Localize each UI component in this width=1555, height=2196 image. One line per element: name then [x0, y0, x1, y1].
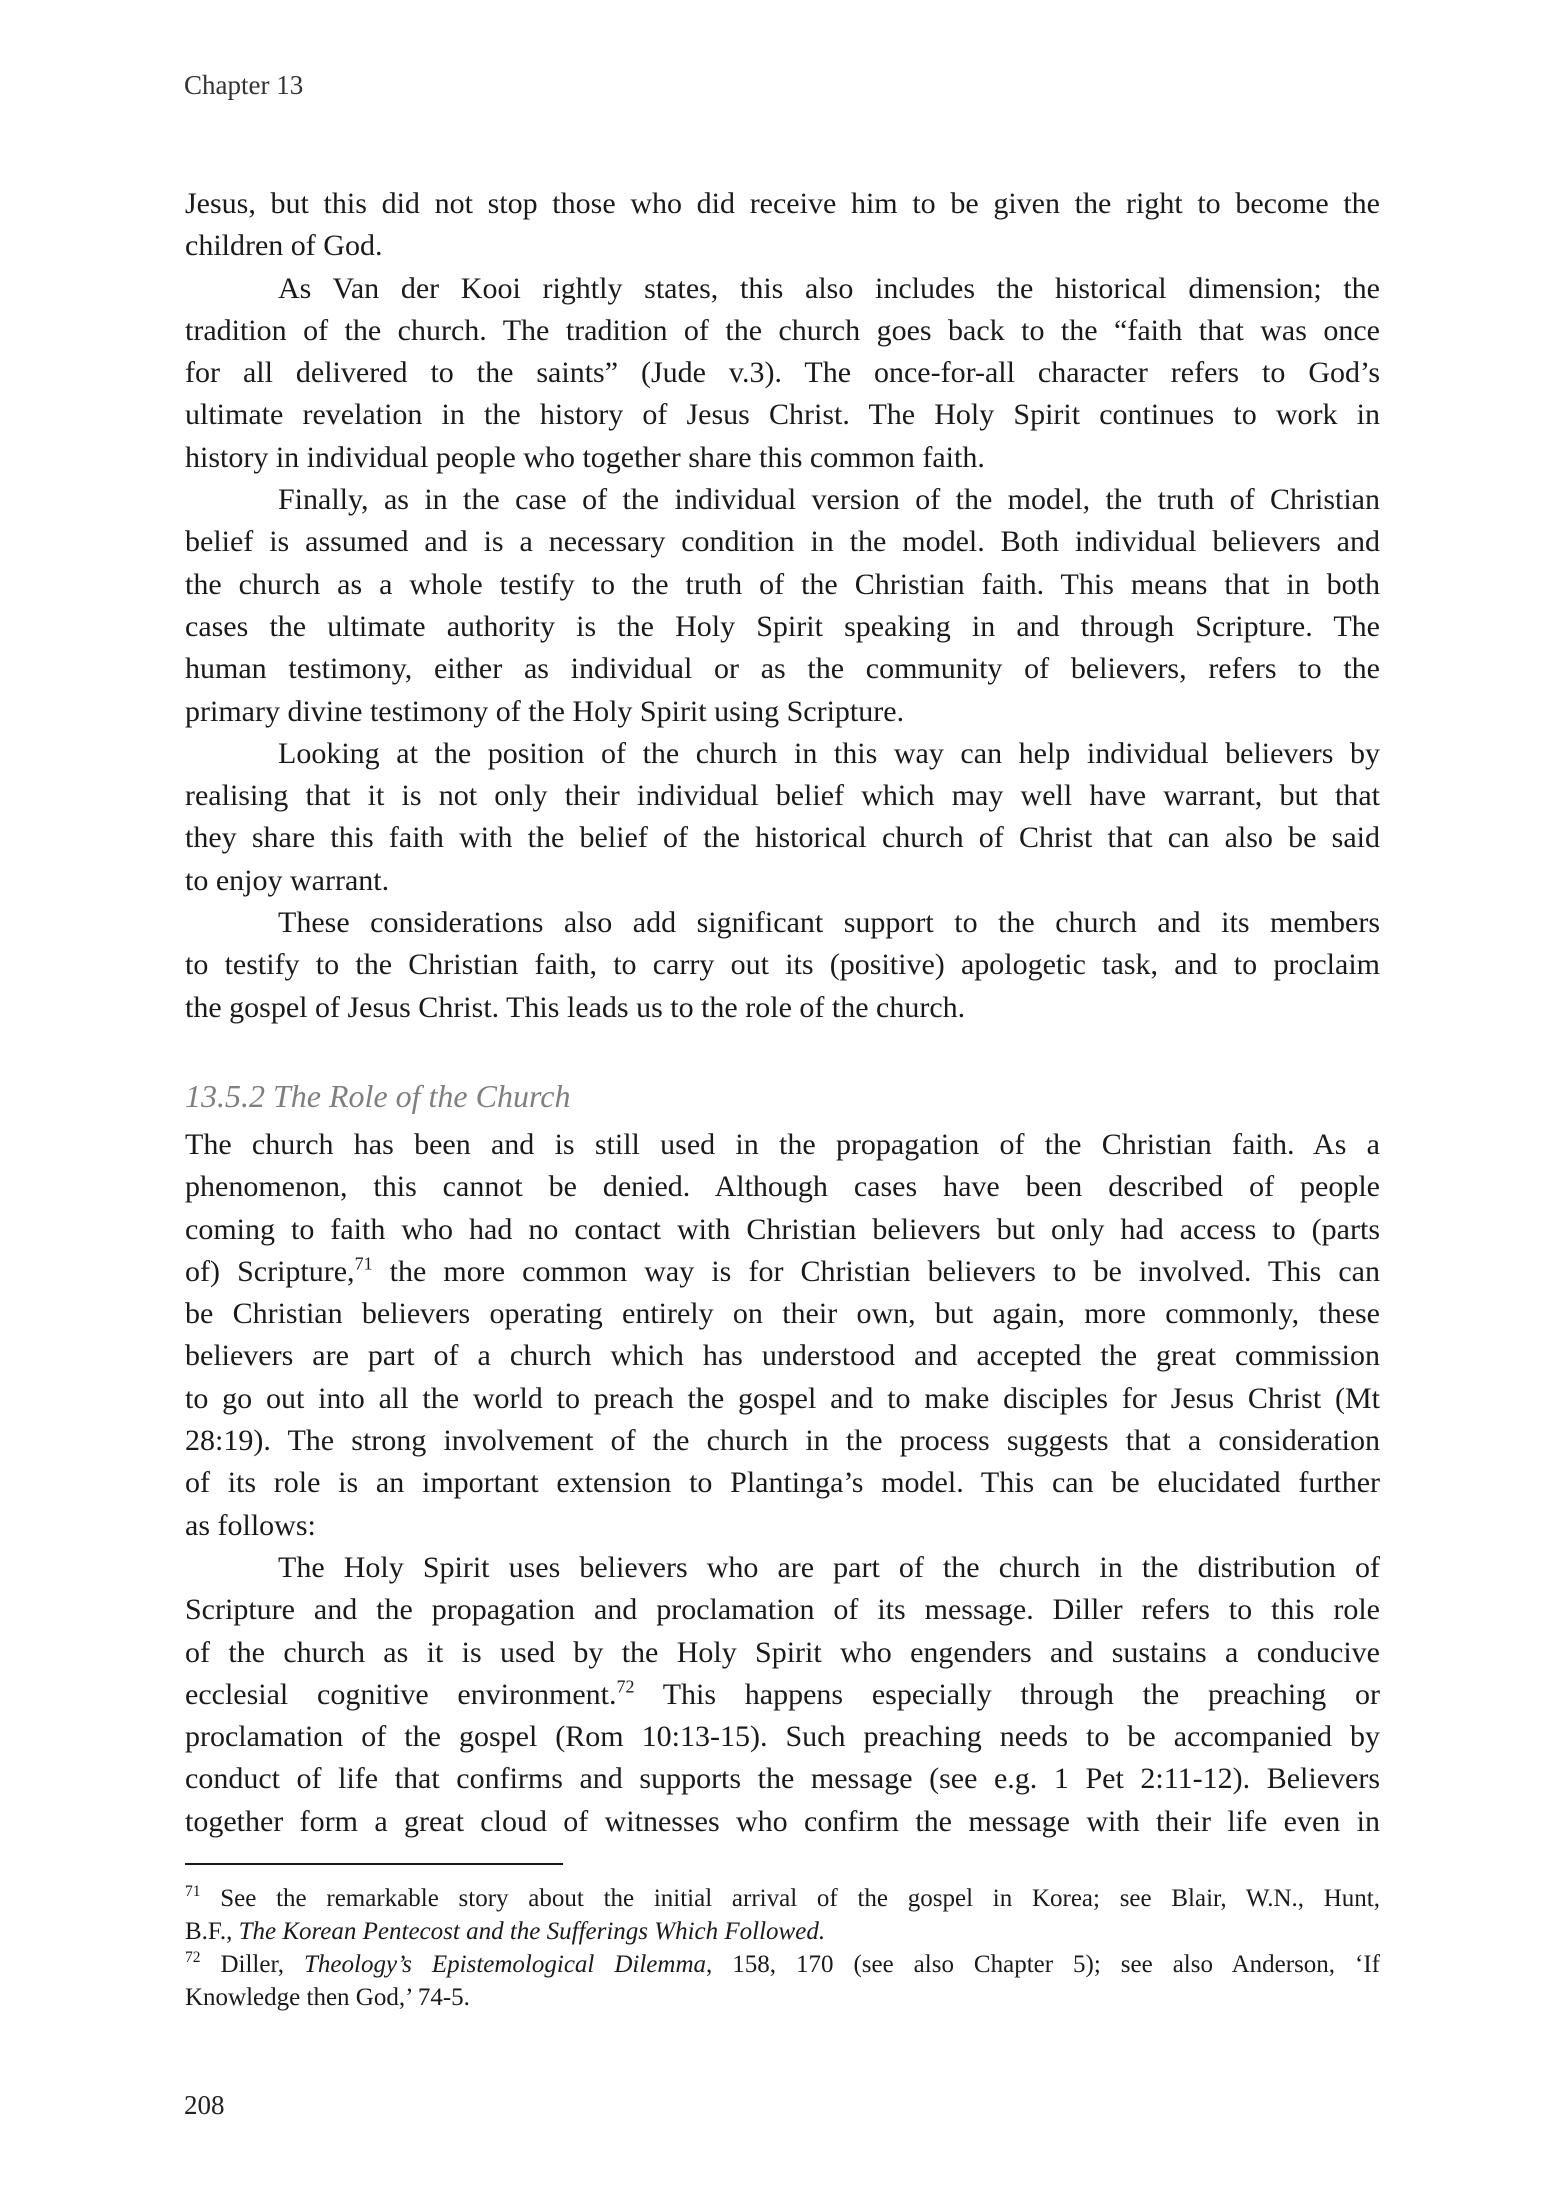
text-line: Finally, as in the case of the individual version of the model, the truth of Christian	[278, 483, 1380, 517]
footnote-71-line	[185, 1882, 1380, 1915]
text-line: phenomenon, this cannot be denied. Although cases have been described of people	[185, 1170, 1380, 1204]
text-line: of the church as it is used by the Holy Spirit who engenders and sustains a conducive	[185, 1635, 1380, 1669]
text-span: ecclesial cognitive environment.	[185, 1677, 617, 1711]
text-line: proclamation of the gospel (Rom 10:13-15). Such preaching needs to be accompanied by	[185, 1720, 1380, 1754]
text-span: of) Scripture,	[185, 1254, 355, 1288]
text-line: tradition of the church. The tradition of the church goes back to the “faith that was once	[185, 313, 1380, 347]
running-head: Chapter 13	[184, 70, 304, 100]
footnote-ref-72[interactable]: 72	[616, 1676, 635, 1697]
footnote-72-line	[185, 1948, 1380, 1981]
footnote-ref-71[interactable]: 71	[354, 1253, 373, 1274]
text-line: primary divine testimony of the Holy Spirit using Scripture.	[185, 694, 905, 728]
text-line: cases the ultimate authority is the Holy Spirit speaking in and through Scripture. The	[185, 609, 1380, 643]
footnote-separator	[185, 1863, 563, 1865]
text-line: ultimate revelation in the history of Jesus Christ. The Holy Spirit continues to work in	[185, 398, 1380, 432]
text-line-with-footnote-ref	[185, 1674, 1380, 1716]
text-line: These considerations also add significant support to the church and its members	[278, 906, 1380, 940]
text-line: 28:19). The strong involvement of the church in the process suggests that a consideration	[185, 1424, 1380, 1458]
text-span: This happens especially through the preaching or	[634, 1677, 1380, 1711]
text-line: Jesus, but this did not stop those who did receive him to be given the right to become the	[185, 187, 1380, 220]
text-line: the church as a whole testify to the truth of the Christian faith. This means that in both	[185, 567, 1380, 601]
text-line: belief is assumed and is a necessary condition in the model. Both individual believers and	[185, 525, 1380, 559]
text-line: to go out into all the world to preach the gospel and to make disciples for Jesus Christ (Mt	[185, 1381, 1380, 1415]
text-line-with-footnote-ref	[185, 1251, 1380, 1293]
footnote-71-line	[185, 1915, 1380, 1948]
text-span: the more common way is for Christian believers to be involved. This can	[372, 1254, 1380, 1288]
footnote-book-title: Theology’s Epistemological Dilemma	[304, 1951, 706, 1978]
text-line: the gospel of Jesus Christ. This leads us to the role of the church.	[185, 990, 966, 1024]
text-line: The Holy Spirit uses believers who are part of the church in the distribution of	[278, 1550, 1380, 1584]
footnote-number: 72	[185, 1948, 201, 1966]
footnote-number: 71	[185, 1882, 201, 1900]
text-line: realising that it is not only their individual belief which may well have warrant, but that	[185, 779, 1380, 813]
text-line: children of God.	[185, 229, 383, 263]
footnote-text: , 158, 170 (see also Chapter 5); see also Anderson, ‘If	[706, 1951, 1381, 1978]
text-line: to testify to the Christian faith, to carry out its (positive) apologetic task, and to proclaim	[185, 948, 1380, 982]
body-text-section-b	[185, 1124, 1380, 1843]
text-line: together form a great cloud of witnesses who confirm the message with their life even in	[185, 1804, 1380, 1838]
page-number: 208	[184, 2090, 225, 2120]
text-line: The church has been and is still used in the propagation of the Christian faith. As a	[185, 1128, 1380, 1161]
section-heading: 13.5.2 The Role of the Church	[185, 1078, 571, 1114]
footnote-72-line: Knowledge then God,’ 74-5.	[185, 1984, 470, 2011]
footnotes	[185, 1882, 1380, 2014]
text-line: of its role is an important extension to Plantinga’s model. This can be elucidated further	[185, 1466, 1380, 1500]
text-line: Scripture and the propagation and proclamation of its message. Diller refers to this role	[185, 1593, 1380, 1627]
footnote-text: B.F.,	[185, 1918, 239, 1945]
footnote-book-title: The Korean Pentecost and the Sufferings Which Followed.	[238, 1918, 826, 1945]
text-line: believers are part of a church which has understood and accepted the great commission	[185, 1339, 1380, 1373]
text-line: for all delivered to the saints” (Jude v.3). The once-for-all character refers to God’s	[185, 356, 1380, 390]
text-line: as follows:	[185, 1508, 316, 1542]
text-line: As Van der Kooi rightly states, this also includes the historical dimension; the	[278, 271, 1380, 305]
text-line: to enjoy warrant.	[185, 863, 390, 897]
text-line: history in individual people who together share this common faith.	[185, 440, 985, 474]
text-line: Looking at the position of the church in this way can help individual believers by	[278, 736, 1380, 770]
footnote-text: See the remarkable story about the initial arrival of the gospel in Korea; see Blair, W.N., Hunt,	[200, 1885, 1380, 1912]
footnote-text: Diller,	[200, 1951, 305, 1978]
text-line: they share this faith with the belief of the historical church of Christ that can also be said	[185, 821, 1380, 855]
text-line: be Christian believers operating entirely on their own, but again, more commonly, these	[185, 1297, 1380, 1331]
text-line: coming to faith who had no contact with Christian believers but only had access to (parts	[185, 1212, 1380, 1246]
text-line: human testimony, either as individual or as the community of believers, refers to the	[185, 652, 1380, 686]
text-line: conduct of life that confirms and supports the message (see e.g. 1 Pet 2:11-12). Believers	[185, 1762, 1380, 1796]
body-text-section-a	[185, 183, 1380, 1029]
